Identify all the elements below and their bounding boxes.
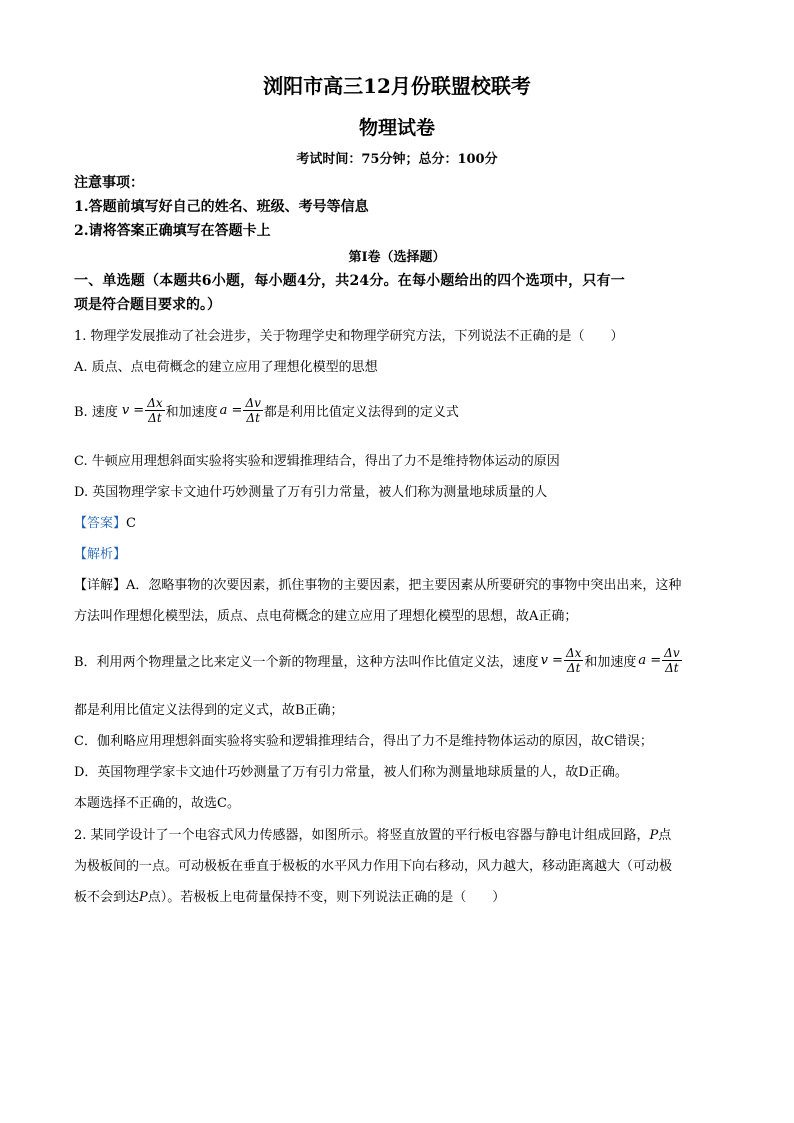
q1-option-b-v: v = (121, 402, 145, 418)
fraction-denominator: Δt (246, 410, 260, 425)
q1-detail-line1: 【详解】A．忽略事物的次要因素，抓住事物的主要因素，把主要因素从所要研究的事物中突出出来，这种 (74, 578, 682, 593)
q1-option-b-fraction-1 (145, 396, 164, 425)
notes-item-2: 2.请将答案正确填写在答题卡上 (74, 223, 271, 239)
q2-line3-text: 板不会到达 (74, 890, 140, 905)
q1-conclusion: 本题选择不正确的，故选C。 (74, 796, 240, 811)
fraction-numerator: Δx (565, 645, 582, 660)
q2-line1 (74, 824, 671, 843)
q2-point-p: P (139, 890, 148, 905)
detail-b-mid: 和加速度 (584, 654, 637, 670)
fraction-numerator: Δx (147, 395, 163, 410)
detail-b-prefix: B．利用两个物理量之比来定义一个新的物理量，这种方法叫作比值定义法，速度 (74, 654, 539, 670)
detail-b-fraction-2 (662, 646, 681, 675)
volume-heading: 第I卷（选择题） (348, 250, 446, 265)
q1-option-a: A. 质点、点电荷概念的建立应用了理想化模型的思想 (74, 360, 378, 375)
q1-option-d: D. 英国物理学家卡文迪什巧妙测量了万有引力常量，被人们称为测量地球质量的人 (74, 485, 548, 500)
q2-line2: 为极板间的一点。可动极板在垂直于极板的水平风力作用下向右移动，风力越大，移动距离越大（可动极 (74, 859, 673, 874)
answer-value: C (126, 516, 136, 531)
q2-point-p: P (649, 828, 659, 843)
part-heading-line1: 一、单选题（本题共6小题，每小题4分，共24分。在每小题给出的四个选项中，只有一 (74, 273, 625, 289)
part-heading-line2: 项是符合题目要求的。） (74, 297, 221, 313)
q1-detail-b (74, 640, 683, 680)
q1-option-b-fraction-2 (243, 396, 262, 425)
answer-label: 【答案】 (74, 516, 127, 531)
q1-detail-c: C．伽利略应用理想斜面实验将实验和逻辑推理结合，得出了力不是维持物体运动的原因，故C错误； (74, 734, 653, 749)
exam-title: 浏阳市高三12月份联盟校联考 (263, 74, 531, 98)
fraction-denominator: Δt (566, 660, 581, 675)
q2-line3-end: 点）。若极板上电荷量保持不变，则下列说法正确的是（ ） (147, 890, 506, 905)
q1-detail-b-line2: 都是利用比值定义法得到的定义式，故B正确； (74, 703, 344, 718)
detail-b-v: v = (540, 652, 563, 668)
q1-stem: 1. 物理学发展推动了社会进步，关于物理学史和物理学研究方法，下列说法不正确的是（ ） (74, 329, 624, 344)
q1-option-b-suffix: 都是利用比值定义法得到的定义式 (263, 404, 459, 420)
fraction-denominator: Δt (148, 410, 162, 425)
q1-option-b-prefix: B. 速度 (74, 404, 118, 420)
detail-b-fraction-1 (564, 646, 583, 675)
q1-option-b (74, 390, 459, 430)
notes-item-1: 1.答题前填写好自己的姓名、班级、考号等信息 (74, 199, 369, 215)
detail-b-a: a = (638, 652, 662, 668)
q1-detail-line2: 方法叫作理想化模型法，质点、点电荷概念的建立应用了理想化模型的思想，故A正确； (74, 609, 578, 624)
fraction-denominator: Δt (665, 660, 679, 675)
subject-title: 物理试卷 (358, 117, 435, 139)
q2-line1-text: 2. 某同学设计了一个电容式风力传感器，如图所示。将竖直放置的平行板电容器与静电计组成回路， (74, 828, 650, 843)
q2-line3 (74, 886, 505, 905)
q1-answer (74, 512, 136, 531)
notes-heading: 注意事项： (74, 175, 144, 191)
exam-info: 考试时间：75分钟；总分：100分 (296, 152, 498, 167)
fraction-numerator: Δv (664, 645, 680, 660)
fraction-numerator: Δv (245, 395, 261, 410)
q1-analysis-label: 【解析】 (74, 547, 127, 562)
q1-option-b-a: a = (219, 402, 243, 418)
q2-line1-end: 点 (658, 828, 672, 843)
q1-detail-d: D．英国物理学家卡文迪什巧妙测量了万有引力常量，被人们称为测量地球质量的人，故D正确。 (74, 765, 628, 780)
q1-option-b-mid: 和加速度 (165, 404, 218, 420)
q1-option-c: C. 牛顿应用理想斜面实验将实验和逻辑推理结合，得出了力不是维持物体运动的原因 (74, 454, 560, 469)
